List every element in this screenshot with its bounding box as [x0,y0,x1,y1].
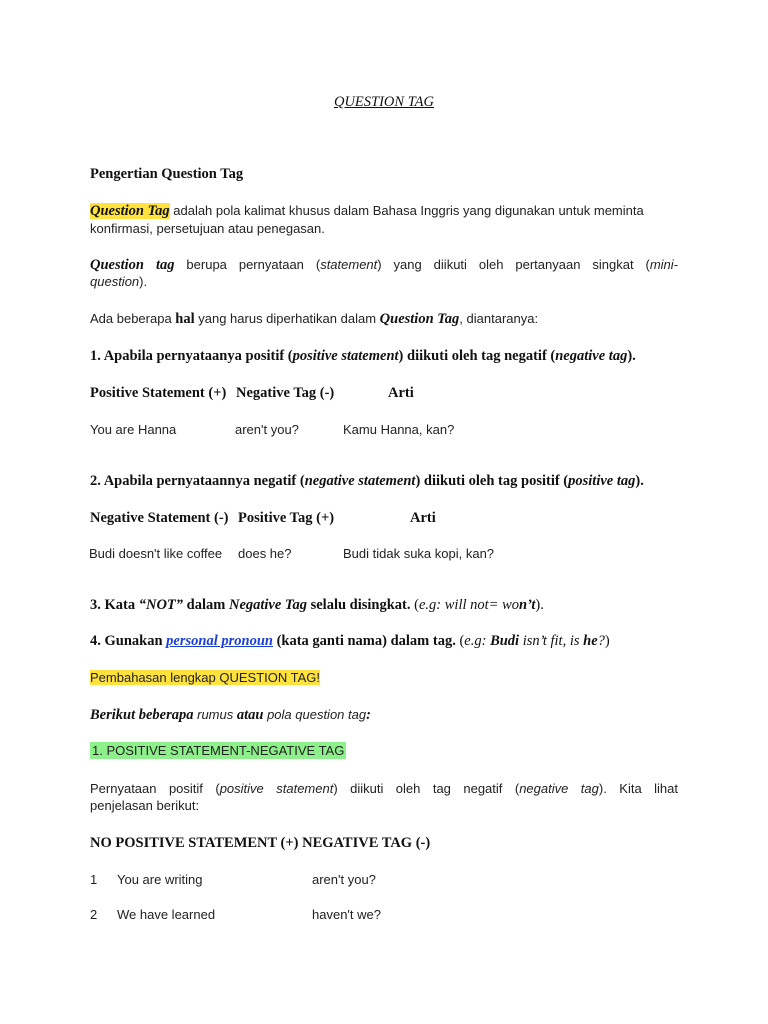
table2-header-tag: Positive Tag (+) [238,510,335,526]
text: ). [139,274,148,289]
table2-cell-tag: does he? [238,546,292,561]
text-not: “NOT” [138,597,184,613]
term-question-tag-3: Question Tag [379,311,460,327]
term-question-tag-2: Question tag [90,257,175,273]
text: positive statement [292,348,399,364]
text-example: isn’t fit, is [519,633,584,649]
text: Ada beberapa [90,311,176,326]
rule-3 [90,597,678,614]
text-example: e.g: [464,633,491,649]
text: ( [410,597,419,613]
text-example-bold: n’t [519,597,536,613]
paragraph-definition [90,202,678,237]
personal-pronoun-link[interactable]: personal pronoun [166,633,273,649]
text: negative statement [304,473,416,489]
text: ) [604,633,610,649]
text: ) diikuti oleh tag negatif ( [333,781,520,796]
definition-line-1: adalah pola kalimat khusus dalam Bahasa Inggris yang digunakan untuk meminta [169,203,644,218]
text: Negative Tag [228,597,307,613]
table3-cell-no: 2 [90,907,98,922]
page-title: QUESTION TAG [333,94,435,110]
text: 2. Apabila pernyataannya negatif ( [90,473,305,489]
text: Berikut beberapa [90,707,194,723]
table1-header-tag: Negative Tag (-) [236,385,335,401]
text-example-budi: Budi [490,633,520,649]
text: Pernyataan positif ( [90,781,220,796]
paragraph-statement [90,256,678,291]
table2-cell-statement: Budi doesn't like coffee [89,546,223,561]
table3-cell-statement: We have learned [117,907,216,922]
pembahasan-link[interactable]: Pembahasan lengkap QUESTION TAG! [90,670,321,685]
heading-pengertian: Pengertian Question Tag [90,166,244,182]
text: ( [455,633,465,649]
paragraph-positive [90,780,678,814]
text: atau [236,707,264,723]
berikut-line [90,706,678,724]
text: rumus [193,707,237,722]
table3-cell-no: 1 [90,872,98,887]
table2-cell-arti: Budi tidak suka kopi, kan? [343,546,495,561]
table1-cell-tag: aren't you? [235,422,299,437]
table1-cell-arti: Kamu Hanna, kan? [343,422,455,437]
pembahasan-link-line [90,669,678,687]
section-1-heading [90,742,678,760]
text: pola question tag [263,707,367,722]
text: selalu disingkat. [306,597,411,613]
text: negative tag [519,781,599,796]
text: ) diikuti oleh tag negatif ( [398,348,556,364]
definition-line-2: konfirmasi, persetujuan atau penegasan. [90,221,325,236]
rule-1 [90,348,690,365]
table3-header: NO POSITIVE STATEMENT (+) NEGATIVE TAG (-) [90,835,431,851]
text: ). Kita lihat [598,781,678,796]
text: , diantaranya: [459,311,539,326]
table2-header-statement: Negative Statement (-) [90,510,229,526]
text: 4. Gunakan [90,633,167,649]
text-mini: mini- [649,257,678,272]
paragraph-intro-rules [90,310,678,328]
text: positive tag [568,473,636,489]
text-question: question [90,274,140,289]
table2-header-arti: Arti [410,510,436,526]
text-statement: statement [320,257,378,272]
text: (kata ganti nama) dalam tag. [272,633,456,649]
text-example: e.g: will not= wo [418,597,519,613]
text: : [366,707,371,723]
text: 1. Apabila pernyataanya positif ( [90,348,293,364]
table3-cell-statement: You are writing [117,872,203,887]
text: ). [535,597,544,613]
table1-header-arti: Arti [388,385,414,401]
text: yang harus diperhatikan dalam [194,311,380,326]
text: ? [597,633,605,649]
rule-4 [90,633,678,650]
table3-cell-tag: aren't you? [312,872,376,887]
text: 3. Kata [90,597,139,613]
table3-cell-tag: haven't we? [312,907,381,922]
text: berupa pernyataan ( [174,257,321,272]
text: ). [635,473,644,489]
text: ) diikuti oleh tag positif ( [415,473,569,489]
table1-header-statement: Positive Statement (+) [90,385,227,401]
term-question-tag: Question Tag [90,203,170,219]
text: ). [627,348,636,364]
text: dalam [183,597,229,613]
text: positive statement [219,781,334,796]
rule-2 [90,473,690,490]
section-1-label: 1. POSITIVE STATEMENT-NEGATIVE TAG [92,743,345,758]
text: penjelasan berikut: [90,798,200,813]
table1-cell-statement: You are Hanna [90,422,177,437]
text: negative tag [555,348,628,364]
text-hal: hal [175,311,195,327]
text-example-he: he [583,633,598,649]
text: ) yang diikuti oleh pertanyaan singkat ( [377,257,650,272]
